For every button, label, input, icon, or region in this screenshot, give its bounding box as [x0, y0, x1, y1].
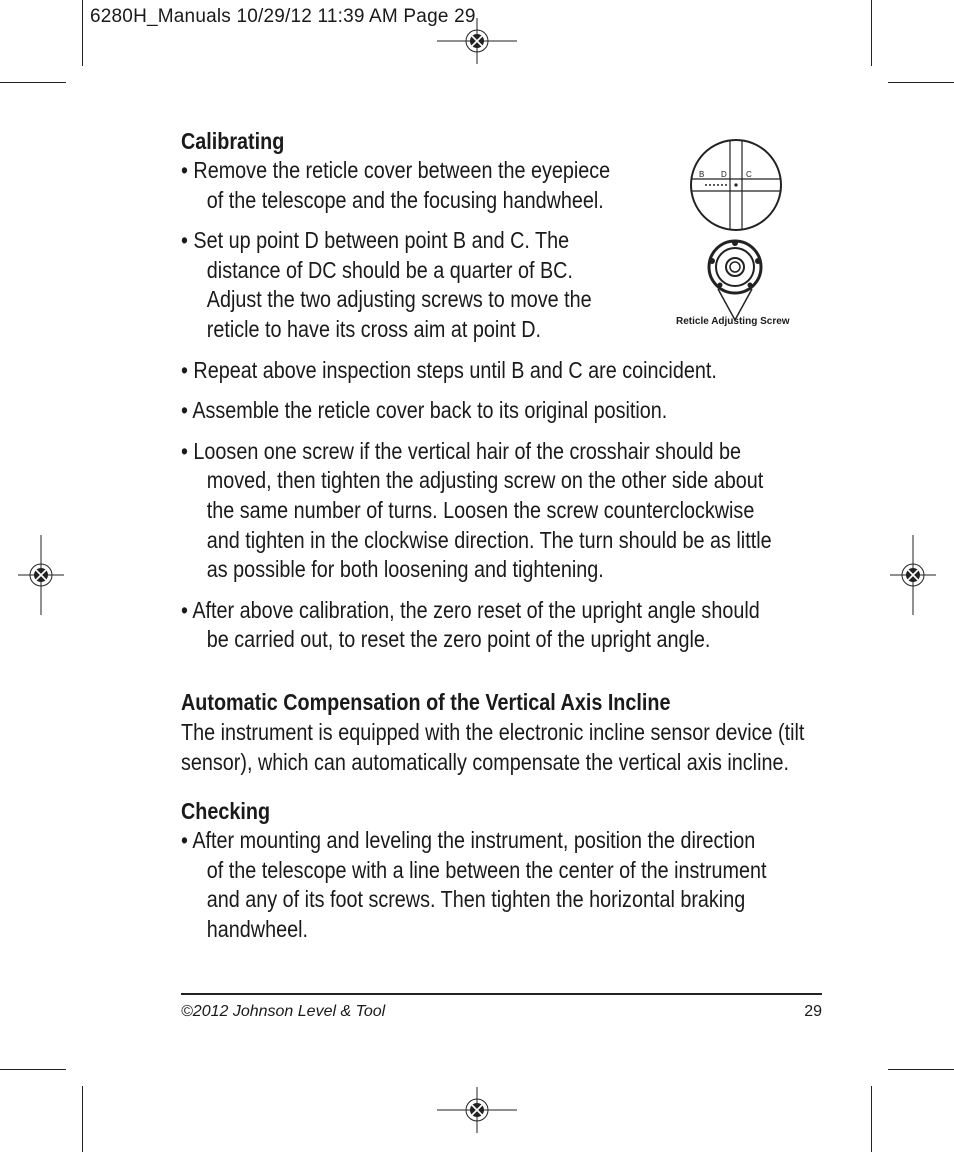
- list-item: [181, 596, 822, 655]
- crop-mark: [0, 82, 66, 83]
- crop-mark: [888, 82, 954, 83]
- crop-mark: [82, 1086, 83, 1152]
- text-line: as possible for both loosening and tightening.: [206, 556, 604, 583]
- text-line: Adjust the two adjusting screws to move the: [206, 286, 592, 313]
- point-c-label: C: [746, 170, 752, 179]
- text-line: be carried out, to reset the zero point of the upright angle.: [206, 626, 711, 653]
- text-line: reticle to have its cross aim at point D.: [206, 315, 542, 342]
- crop-mark: [82, 0, 83, 66]
- registration-mark-icon: [437, 1087, 517, 1133]
- registration-mark-icon: [437, 18, 517, 64]
- text-line: distance of DC should be a quarter of BC.: [206, 256, 573, 283]
- text-line: and tighten in the clockwise direction. The turn should be as little: [206, 526, 772, 553]
- text-line: The instrument is equipped with the electronic incline sensor device (tilt: [181, 719, 805, 745]
- text-line: • Assemble the reticle cover back to its original position.: [181, 397, 668, 424]
- section-heading-checking: Checking: [181, 798, 271, 824]
- crop-mark: [888, 1069, 954, 1070]
- text-line: • Set up point D between point B and C. The: [181, 227, 570, 254]
- figure-caption: Reticle Adjusting Screw: [676, 316, 790, 327]
- page-number: 29: [804, 1003, 822, 1020]
- text-line: • After above calibration, the zero reset of the upright angle should: [181, 596, 760, 623]
- text-line: of the telescope and the focusing handwheel.: [206, 186, 604, 213]
- registration-mark-icon: [18, 535, 64, 615]
- crop-mark: [871, 0, 872, 66]
- text-line: • Loosen one screw if the vertical hair of the crosshair should be: [181, 437, 741, 464]
- crop-mark: [0, 1069, 66, 1070]
- text-line: • Remove the reticle cover between the eyepiece: [181, 157, 611, 183]
- list-item: [181, 396, 822, 426]
- section-heading-calibrating: Calibrating: [181, 128, 285, 154]
- point-b-label: B: [699, 170, 705, 179]
- section-heading-compensation: Automatic Compensation of the Vertical Axis Incline: [181, 689, 671, 715]
- footer-divider: [181, 993, 822, 995]
- point-d-label: D: [721, 170, 727, 179]
- text-line: moved, then tighten the adjusting screw on the other side about: [206, 467, 764, 494]
- copyright-text: ©2012 Johnson Level & Tool: [181, 1003, 386, 1020]
- list-item: [181, 156, 822, 215]
- text-line: handwheel.: [206, 915, 308, 942]
- print-slug: 6280H_Manuals 10/29/12 11:39 AM Page 29: [90, 6, 476, 27]
- registration-mark-icon: [890, 535, 936, 615]
- list-item: [181, 826, 822, 944]
- text-line: sensor), which can automatically compensate the vertical axis incline.: [181, 749, 789, 775]
- text-line: the same number of turns. Loosen the screw counterclockwise: [206, 496, 755, 523]
- list-item: [181, 437, 822, 585]
- text-line: and any of its foot screws. Then tighten the horizontal braking: [206, 886, 746, 913]
- crop-mark: [871, 1086, 872, 1152]
- text-line: of the telescope with a line between the center of the instrument: [206, 856, 767, 883]
- list-item: [181, 356, 822, 386]
- text-line: • Repeat above inspection steps until B and C are coincident.: [181, 356, 717, 383]
- text-line: • After mounting and leveling the instrument, position the direction: [181, 827, 756, 853]
- list-item: [181, 226, 822, 344]
